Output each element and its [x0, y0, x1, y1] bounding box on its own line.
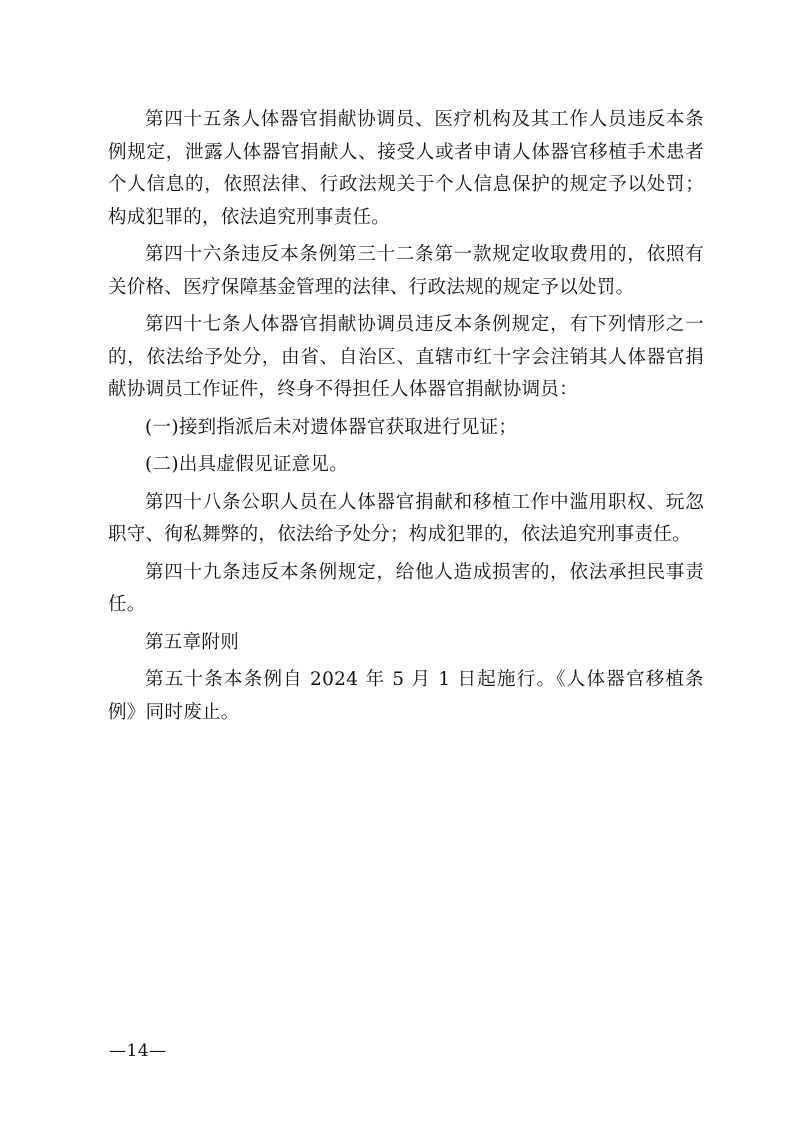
paragraph-article-48: 第四十八条公职人员在人体器官捐献和移植工作中滥用职权、玩忽职守、徇私舞弊的，依法给予处分；构成犯罪的，依法追究刑事责任。: [108, 491, 704, 545]
paragraph-article-50: 第五十条本条例自 2024 年 5 月 1 日起施行。《人体器官移植条例》同时废止。: [108, 669, 704, 723]
chapter-heading: 第五章附则: [145, 631, 240, 653]
list-item-1: (一)接到指派后未对遗体器官获取进行见证；: [145, 416, 518, 438]
list-item-2: (二)出具虚假见证意见。: [145, 454, 349, 475]
paragraph-article-46: 第四十六条违反本条例第三十二条第一款规定收取费用的，依照有关价格、医疗保障基金管理的法律、行政法规的规定予以处罚。: [108, 244, 704, 298]
page-number: —14—: [109, 1041, 167, 1061]
paragraph-article-49: 第四十九条违反本条例规定，给他人造成损害的，依法承担民事责任。: [108, 561, 704, 615]
paragraph-article-45: 第四十五条人体器官捐献协调员、医疗机构及其工作人员违反本条例规定，泄露人体器官捐献人、接受人或者申请人体器官移植手术患者个人信息的，依照法律、行政法规关于个人信息保护的规定予以处罚；构成犯罪的，依法追究刑事责任。: [108, 109, 704, 228]
paragraph-article-47: 第四十七条人体器官捐献协调员违反本条例规定，有下列情形之一的，依法给予处分，由省、自治区、直辖市红十字会注销其人体器官捐献协调员工作证件，终身不得担任人体器官捐献协调员：: [108, 314, 704, 400]
document-body: [108, 104, 704, 729]
